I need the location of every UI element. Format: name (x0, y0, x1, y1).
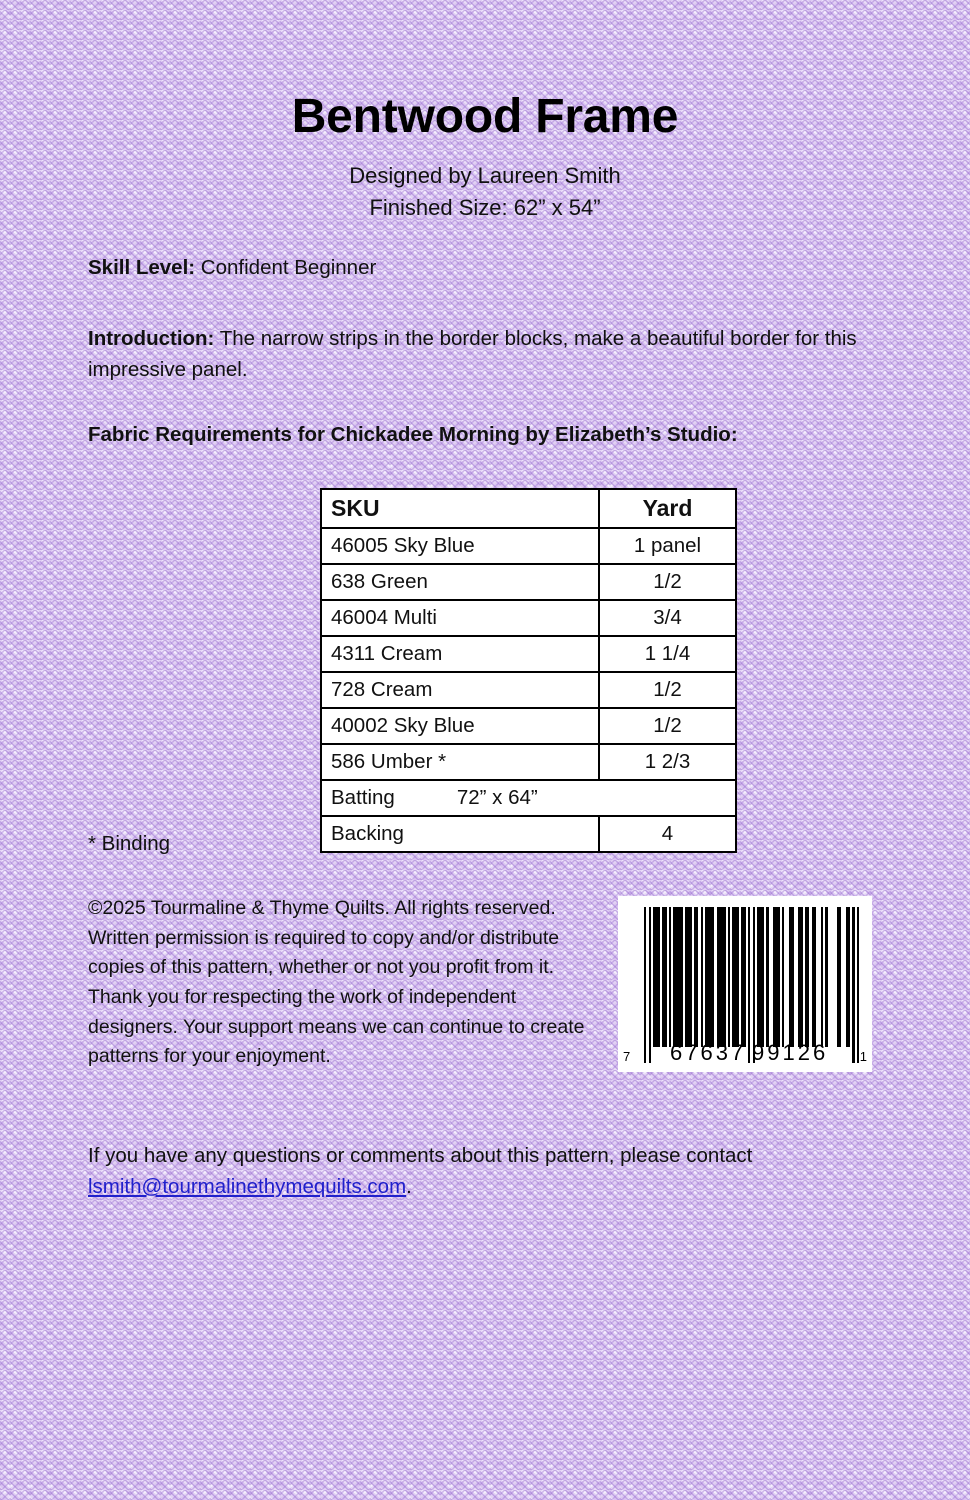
contact-period: . (406, 1175, 412, 1199)
skill-level-value: Confident Beginner (195, 256, 377, 279)
cell-sku: 638 Green (321, 564, 599, 600)
cell-backing-label: Backing (321, 816, 599, 852)
introduction-label: Introduction: (88, 327, 215, 351)
barcode-graphic (618, 896, 872, 1072)
barcode-right-digit: 1 (859, 1049, 867, 1064)
table-row (321, 708, 736, 744)
contact-block (88, 1140, 878, 1202)
barcode-group-one: 67637 (670, 1040, 747, 1065)
barcode-left-digit: 7 (623, 1049, 631, 1064)
cell-yard: 1/2 (599, 708, 736, 744)
designer-line: Designed by Laureen Smith (349, 163, 621, 189)
fabric-requirements-table (320, 488, 737, 853)
introduction-line (88, 323, 882, 385)
cell-yard: 1/2 (599, 564, 736, 600)
table-row (321, 636, 736, 672)
fabric-requirements-heading (88, 419, 882, 450)
column-header-sku: SKU (321, 489, 599, 528)
cell-yard: 1 2/3 (599, 744, 736, 780)
barcode-digit-row (618, 1040, 872, 1066)
barcode-group-two: 99126 (752, 1040, 829, 1065)
cell-sku: 728 Cream (321, 672, 599, 708)
spacer (88, 385, 882, 419)
fabric-requirements-table-wrapper (320, 488, 702, 853)
finished-size-line: Finished Size: 62” x 54” (369, 195, 601, 221)
binding-note: * Binding (88, 832, 171, 855)
fabric-requirements-heading-text: Fabric Requirements for Chickadee Morning by Elizabeth’s Studio: (88, 423, 738, 447)
column-header-yard: Yard (599, 489, 736, 528)
skill-level-line (88, 252, 882, 283)
skill-level-label: Skill Level: (88, 256, 196, 279)
cell-batting (321, 780, 736, 816)
table-row (321, 528, 736, 564)
barcode (618, 896, 872, 1072)
page-title: Bentwood Frame (291, 90, 679, 143)
spacer (88, 283, 882, 323)
cell-sku: 40002 Sky Blue (321, 708, 599, 744)
table-body (321, 528, 736, 852)
introduction-value: The narrow strips in the border blocks, make a beautiful border for this impressive panel. (88, 327, 857, 382)
cell-yard: 3/4 (599, 600, 736, 636)
header-subtitle-group (0, 160, 970, 224)
batting-label: Batting (331, 786, 395, 809)
table-header-row (321, 489, 736, 528)
table-row (321, 744, 736, 780)
cell-yard: 1 panel (599, 528, 736, 564)
barcode-bars (644, 907, 860, 1047)
cell-sku: 46004 Multi (321, 600, 599, 636)
cell-sku: 586 Umber * (321, 744, 599, 780)
contact-email-link[interactable]: lsmith@tourmalinethymequilts.com (88, 1175, 407, 1199)
intro-text-block (88, 252, 882, 451)
table-row (321, 564, 736, 600)
cell-sku: 4311 Cream (321, 636, 599, 672)
table-row (321, 672, 736, 708)
cell-yard: 1 1/4 (599, 636, 736, 672)
cell-yard: 1/2 (599, 672, 736, 708)
cell-sku: 46005 Sky Blue (321, 528, 599, 564)
table-row (321, 600, 736, 636)
copyright-text: ©2025 Tourmaline & Thyme Quilts. All rights reserved. Written permission is required to copy and/or distribute copies of this pattern, whether or not you profit from it. Thank you for respecting the work of independent designers. Your support means we can continue to create patterns for your enjoyment. (88, 897, 585, 1068)
batting-size: 72” x 64” (456, 786, 538, 809)
table-row-batting (321, 780, 736, 816)
cell-backing-yard: 4 (599, 816, 736, 852)
table-head (321, 489, 736, 528)
contact-text: If you have any questions or comments about this pattern, please contact (88, 1144, 753, 1167)
table-row-backing (321, 816, 736, 852)
